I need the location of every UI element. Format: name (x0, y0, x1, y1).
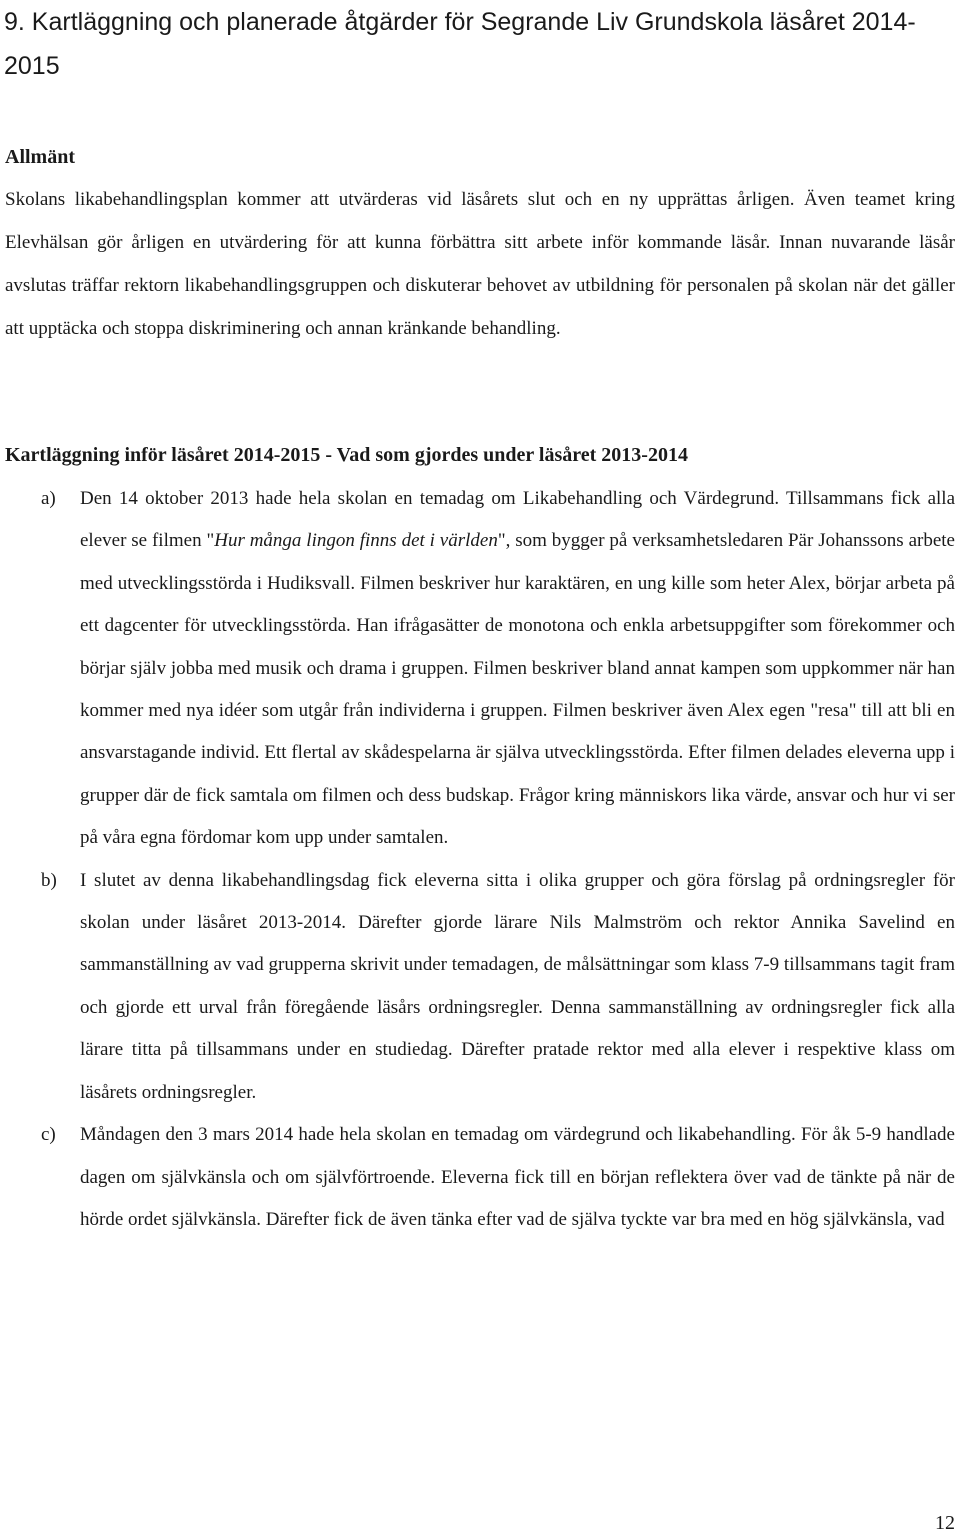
list-item (5, 478, 955, 860)
list-marker: a) (41, 488, 56, 509)
survey-list (5, 478, 955, 1241)
section-heading: 9. Kartläggning och planerade åtgärder för Segrande Liv Grundskola läsåret 2014-2015 (4, 8, 916, 80)
item-text-after: ", som bygger på verksamhetsledaren Pär Johanssons arbete med utvecklingsstörda i Hudiksvall. Filmen beskriver hur karaktären, en ung kille som heter Alex, börjar arbeta på ett dagcenter för utvecklingsstörda. Han ifrågasätter de monotona och enkla arbetsuppgifter som förekommer och börjar själv jobba med musik och drama i gruppen. Filmen beskriver bland annat kampen som uppkommer när han kommer med nya idéer som utgår från individerna i gruppen. Filmen beskriver även Alex egen "resa" till att bli en ansvarstagande individ. Ett flertal av skådespelarna är själva utvecklingsstörda. Efter filmen delades eleverna upp i grupper där de fick samtala om filmen och dess budskap. Frågor kring människors lika värde, ansvar och hur vi ser på våra egna fördomar kom upp under samtalen. (80, 530, 955, 849)
list-item-text: I slutet av denna likabehandlingsdag fick eleverna sitta i olika grupper och göra förslag på ordningsregler för skolan under läsåret 2013-2014. Därefter gjorde lärare Nils Malmström och rektor Annika Savelind en sammanställning av vad grupperna skrivit under temadagen, de målsättningar som klass 7-9 tillsammans tagit fram och gjorde ett urval från föregående läsårs ordningsregler. Denna sammanställning av ordningsregler fick alla lärare titta på tillsammans under en studiedag. Därefter pratade rektor med alla elever i respektive klass om läsårets ordningsregler. (80, 869, 955, 1103)
list-item (5, 1114, 955, 1241)
survey-heading: Kartläggning inför läsåret 2014-2015 - Vad som gjordes under läsåret 2013-2014 (5, 444, 688, 466)
general-heading: Allmänt (5, 146, 75, 168)
list-marker: b) (41, 869, 57, 891)
list-item-text: Måndagen den 3 mars 2014 hade hela skolan en temadag om värdegrund och likabehandling. För åk 5-9 handlade dagen om självkänsla och om självförtroende. Eleverna fick till en början reflektera över vad de tänkte på när de hörde ordet självkänsla. Därefter fick de även tänka efter vad de själva tyckte var bra med en hög självkänsla, vad (80, 1124, 955, 1230)
item-text-before: Den 14 oktober 2013 hade hela skolan en temadag om Likabehandling och Värdegrund. Tillsammans fick alla elever se filmen " (80, 488, 955, 552)
list-item (5, 860, 955, 1114)
page-number: 12 (935, 1512, 955, 1534)
list-item-text (80, 478, 955, 860)
film-title: Hur många lingon finns det i världen (214, 530, 498, 552)
general-paragraph: Skolans likabehandlingsplan kommer att utvärderas vid läsårets slut och en ny upprättas årligen. Även teamet kring Elevhälsan gör årligen en utvärdering för att kunna förbättra sitt arbete inför kommande läsår. Innan nuvarande läsår avslutas träffar rektorn likabehandlingsgruppen och diskuterar behovet av utbildning för personalen på skolan när det gäller att upptäcka och stoppa diskriminering och annan kränkande behandling. (5, 189, 955, 339)
list-marker: c) (41, 1124, 56, 1146)
